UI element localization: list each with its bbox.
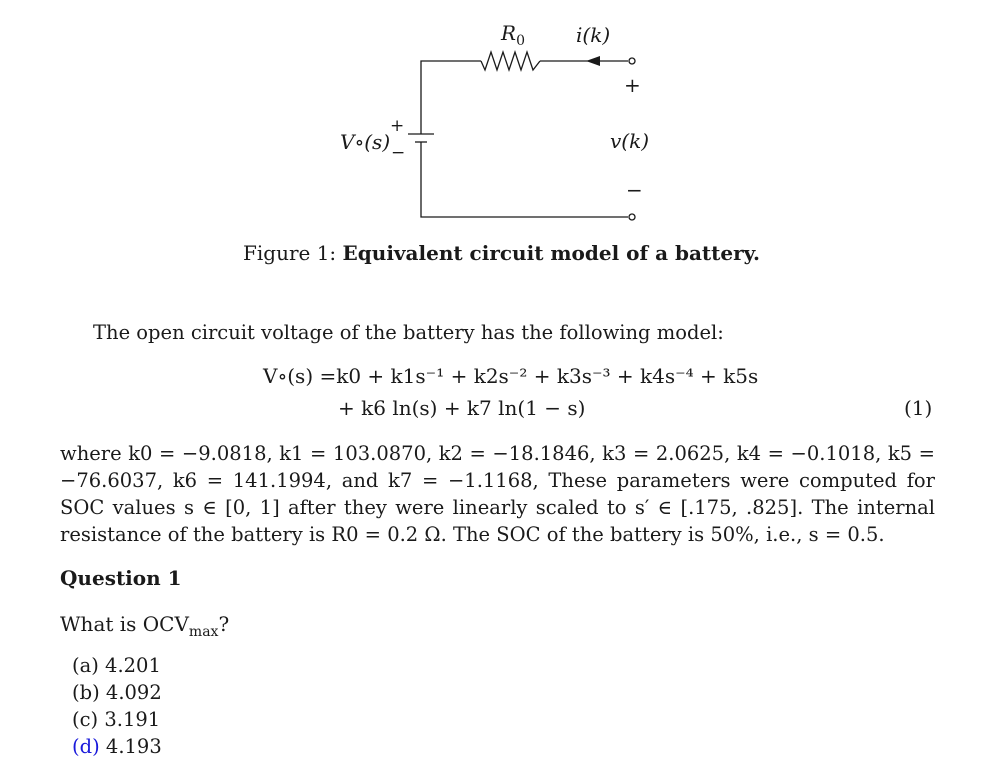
resistor-zigzag — [481, 52, 540, 70]
resistor-label: $R_0$ — [501, 21, 525, 49]
equation-number: (1) — [904, 396, 933, 420]
figure-caption — [243, 241, 760, 265]
option-d[interactable]: (d) 4.193 — [72, 735, 162, 758]
option-c[interactable]: (c) 3.191 — [72, 708, 161, 731]
figure-caption-text: Equivalent circuit model of a battery. — [342, 241, 760, 265]
bottom-wire — [421, 152, 628, 217]
source-plus-sign: + — [390, 116, 405, 136]
equation-line-1: V∘(s) =k0 + k1s⁻¹ + k2s⁻² + k3s⁻³ + k4s⁻⁴ + k5s — [263, 364, 759, 388]
figure-prefix: Figure 1: — [243, 241, 337, 265]
equation-line-2: + k6 ln(s) + k7 ln(1 − s) — [338, 396, 586, 420]
current-arrow-icon — [586, 56, 600, 66]
question-title: Question 1 — [60, 566, 182, 590]
question-text: What is $OCV_{max}$? — [60, 612, 230, 640]
source-minus-sign: − — [391, 143, 406, 163]
intro-text: The open circuit voltage of the battery has the following model: — [93, 321, 724, 344]
top-terminal — [629, 58, 635, 64]
option-b[interactable]: (b) 4.092 — [72, 681, 162, 704]
voltage-label: v(k) — [610, 129, 650, 153]
answer-options — [72, 652, 162, 760]
option-a[interactable]: (a) 4.201 — [72, 654, 161, 677]
circuit-diagram — [0, 0, 997, 240]
current-label: i(k) — [576, 23, 611, 47]
bottom-terminal — [629, 214, 635, 220]
top-wire — [421, 61, 481, 134]
terminal-minus-sign: − — [626, 178, 643, 202]
parameters-paragraph: where k0 = −9.0818, k1 = 103.0870, k2 = −18.1846, k3 = 2.0625, k4 = −0.1018, k5 = −76.6037, k6 = 141.1994, and k7 = −1.1168, These parameters were computed for SOC values s ∈ [0, 1] after they were linearly scaled to s′ ∈ [.175, .825]. The internal resistance of the battery is R0 = 0.2 Ω. The SOC of the battery is 50%, i.e., s = 0.5. — [60, 442, 935, 546]
source-label: V∘(s) — [340, 130, 391, 154]
terminal-plus-sign: + — [624, 73, 641, 97]
